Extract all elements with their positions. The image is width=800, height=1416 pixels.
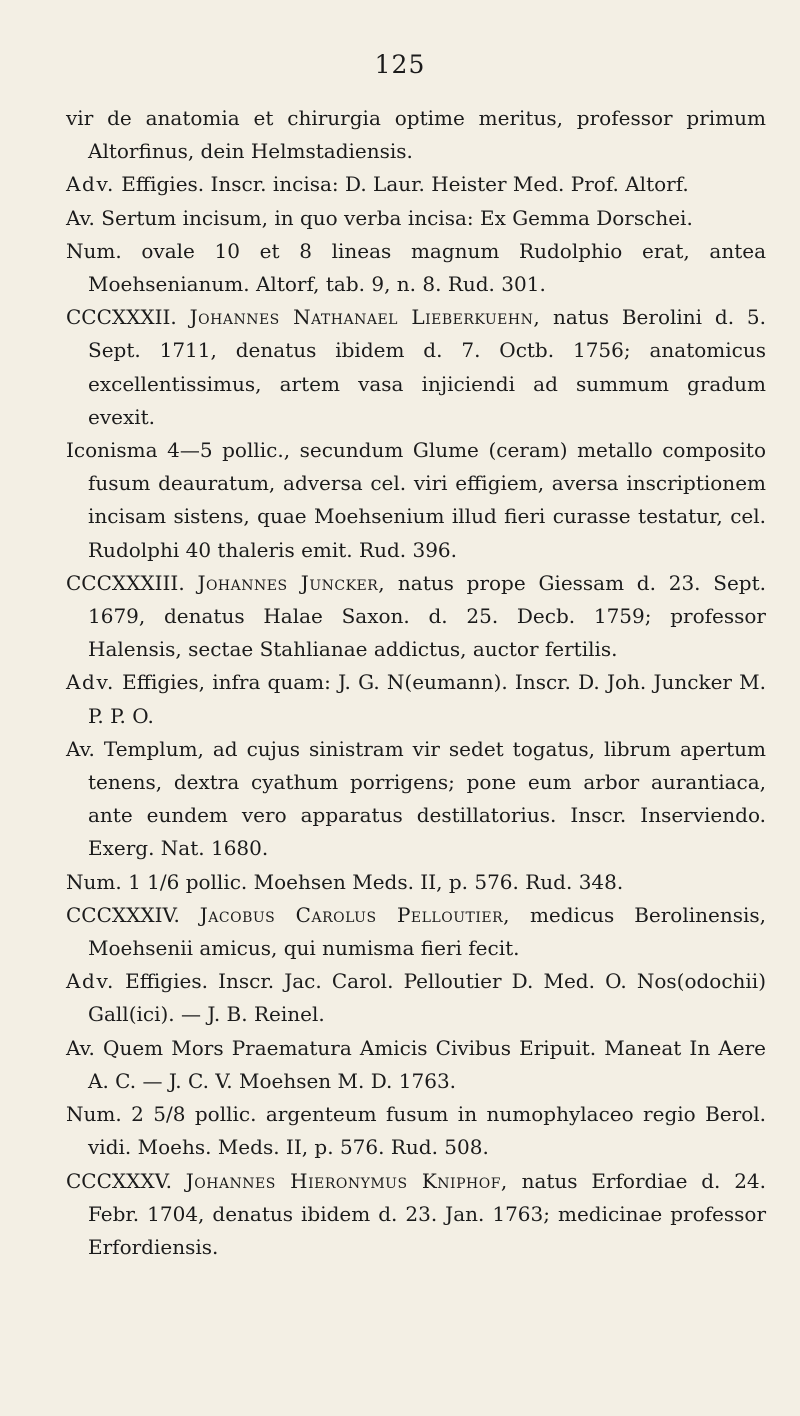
entry-paragraph — [66, 899, 766, 965]
entry-number: CCCXXXV. — [66, 1168, 172, 1193]
text-body — [66, 102, 766, 1264]
paragraph-text: Quem Mors Praematura Amicis Civibus Eripuit. Maneat In Aere A. C. — J. C. V. Moehsen M. D. 1763. — [88, 1035, 767, 1093]
paragraph — [66, 235, 766, 301]
paragraph — [66, 434, 766, 567]
paragraph-text: Sertum incisum, in quo verba incisa: Ex Gemma Dorschei. — [101, 205, 693, 230]
entry-name: Johannes Nathanael Lieberkuehn, — [189, 305, 541, 330]
paragraph — [66, 102, 766, 168]
paragraph — [66, 202, 766, 235]
entry-number: CCCXXXIII. — [66, 570, 185, 595]
entry-number: CCCXXXIV. — [66, 902, 180, 927]
entry-name: Jacobus Carolus Pelloutier, — [199, 902, 510, 927]
entry-paragraph — [66, 567, 766, 667]
paragraph-label: Av. — [66, 736, 95, 761]
paragraph — [66, 666, 766, 732]
paragraph-text: natus prope Giessam d. 23. Sept. 1679, denatus Halae Saxon. d. 25. Decb. 1759; professor Halensis, sectae Stahlianae addictus, auctor fertilis. — [88, 570, 766, 662]
entry-paragraph — [66, 301, 766, 434]
paragraph-label: Num. — [66, 238, 122, 263]
paragraph — [66, 733, 766, 866]
paragraph-text: 1 1/6 pollic. Moehsen Meds. II, p. 576. Rud. 348. — [128, 869, 624, 894]
paragraph — [66, 1098, 766, 1164]
paragraph-label: Num. — [66, 869, 122, 894]
paragraph-text: vir de anatomia et chirurgia optime meritus, professor primum Altorfinus, dein Helmstadiensis. — [66, 106, 766, 164]
paragraph-text: Effigies, infra quam: J. G. N(eumann). Inscr. D. Joh. Juncker M. P. P. O. — [88, 670, 766, 728]
entry-name: Johannes Juncker, — [197, 570, 386, 595]
paragraph-text: Templum, ad cujus sinistram vir sedet togatus, librum apertum tenens, dextra cyathum porrigens; pone eum arbor aurantiaca, ante eundem vero apparatus destillatorius. Inscr. Inserviendo. Exerg. Nat. 1680. — [88, 736, 766, 861]
paragraph — [66, 168, 766, 201]
page-number: 125 — [374, 50, 426, 79]
paragraph-text: natus Berolini d. 5. Sept. 1711, denatus ibidem d. 7. Octb. 1756; anatomicus excellentissimus, artem vasa injiciendi ad summum gradum evexit. — [88, 305, 766, 429]
paragraph-label: Adv. — [66, 670, 115, 695]
paragraph — [66, 1032, 766, 1098]
paragraph-text: 2 5/8 pollic. argenteum fusum in numophylaceo regio Berol. vidi. Moehs. Meds. II, p. 576. Rud. 508. — [88, 1102, 766, 1160]
paragraph-text: natus Erfordiae d. 24. Febr. 1704, denatus ibidem d. 23. Jan. 1763; medicinae professor Erfordiensis. — [88, 1168, 767, 1259]
entry-number: CCCXXXII. — [66, 305, 177, 330]
paragraph-text: medicus Berolinensis, Moehsenii amicus, qui numisma fieri fecit. — [88, 902, 767, 961]
paragraph-label: Av. — [66, 205, 95, 230]
paragraph-label: Av. — [66, 1035, 95, 1060]
entry-paragraph — [66, 1165, 766, 1265]
paragraph — [66, 866, 766, 899]
paragraph-text: Effigies. Inscr. Jac. Carol. Pelloutier D. Med. O. Nos(odochii) Gall(ici). — J. B. Reinel. — [88, 969, 767, 1027]
paragraph-label: Adv. — [66, 969, 115, 994]
paragraph-text: ovale 10 et 8 lineas magnum Rudolphio erat, antea Moehsenianum. Altorf, tab. 9, n. 8. Rud. 301. — [88, 238, 766, 297]
paragraph-label: Adv. — [66, 172, 115, 197]
entry-name: Johannes Hieronymus Kniphof, — [185, 1168, 508, 1193]
paragraph — [66, 965, 766, 1031]
paragraph-label: Num. — [66, 1102, 122, 1127]
paragraph-text: Effigies. Inscr. incisa: D. Laur. Heister Med. Prof. Altorf. — [121, 172, 689, 197]
paragraph-text: Iconisma 4—5 pollic., secundum Glume (ceram) metallo composito fusum deauratum, adversa cel. viri effigiem, aversa inscriptionem incisam sistens, quae Moehsenium illud fieri curasse testatur, cel. Rudolphi 40 thaleris emit. Rud. 396. — [66, 438, 766, 562]
